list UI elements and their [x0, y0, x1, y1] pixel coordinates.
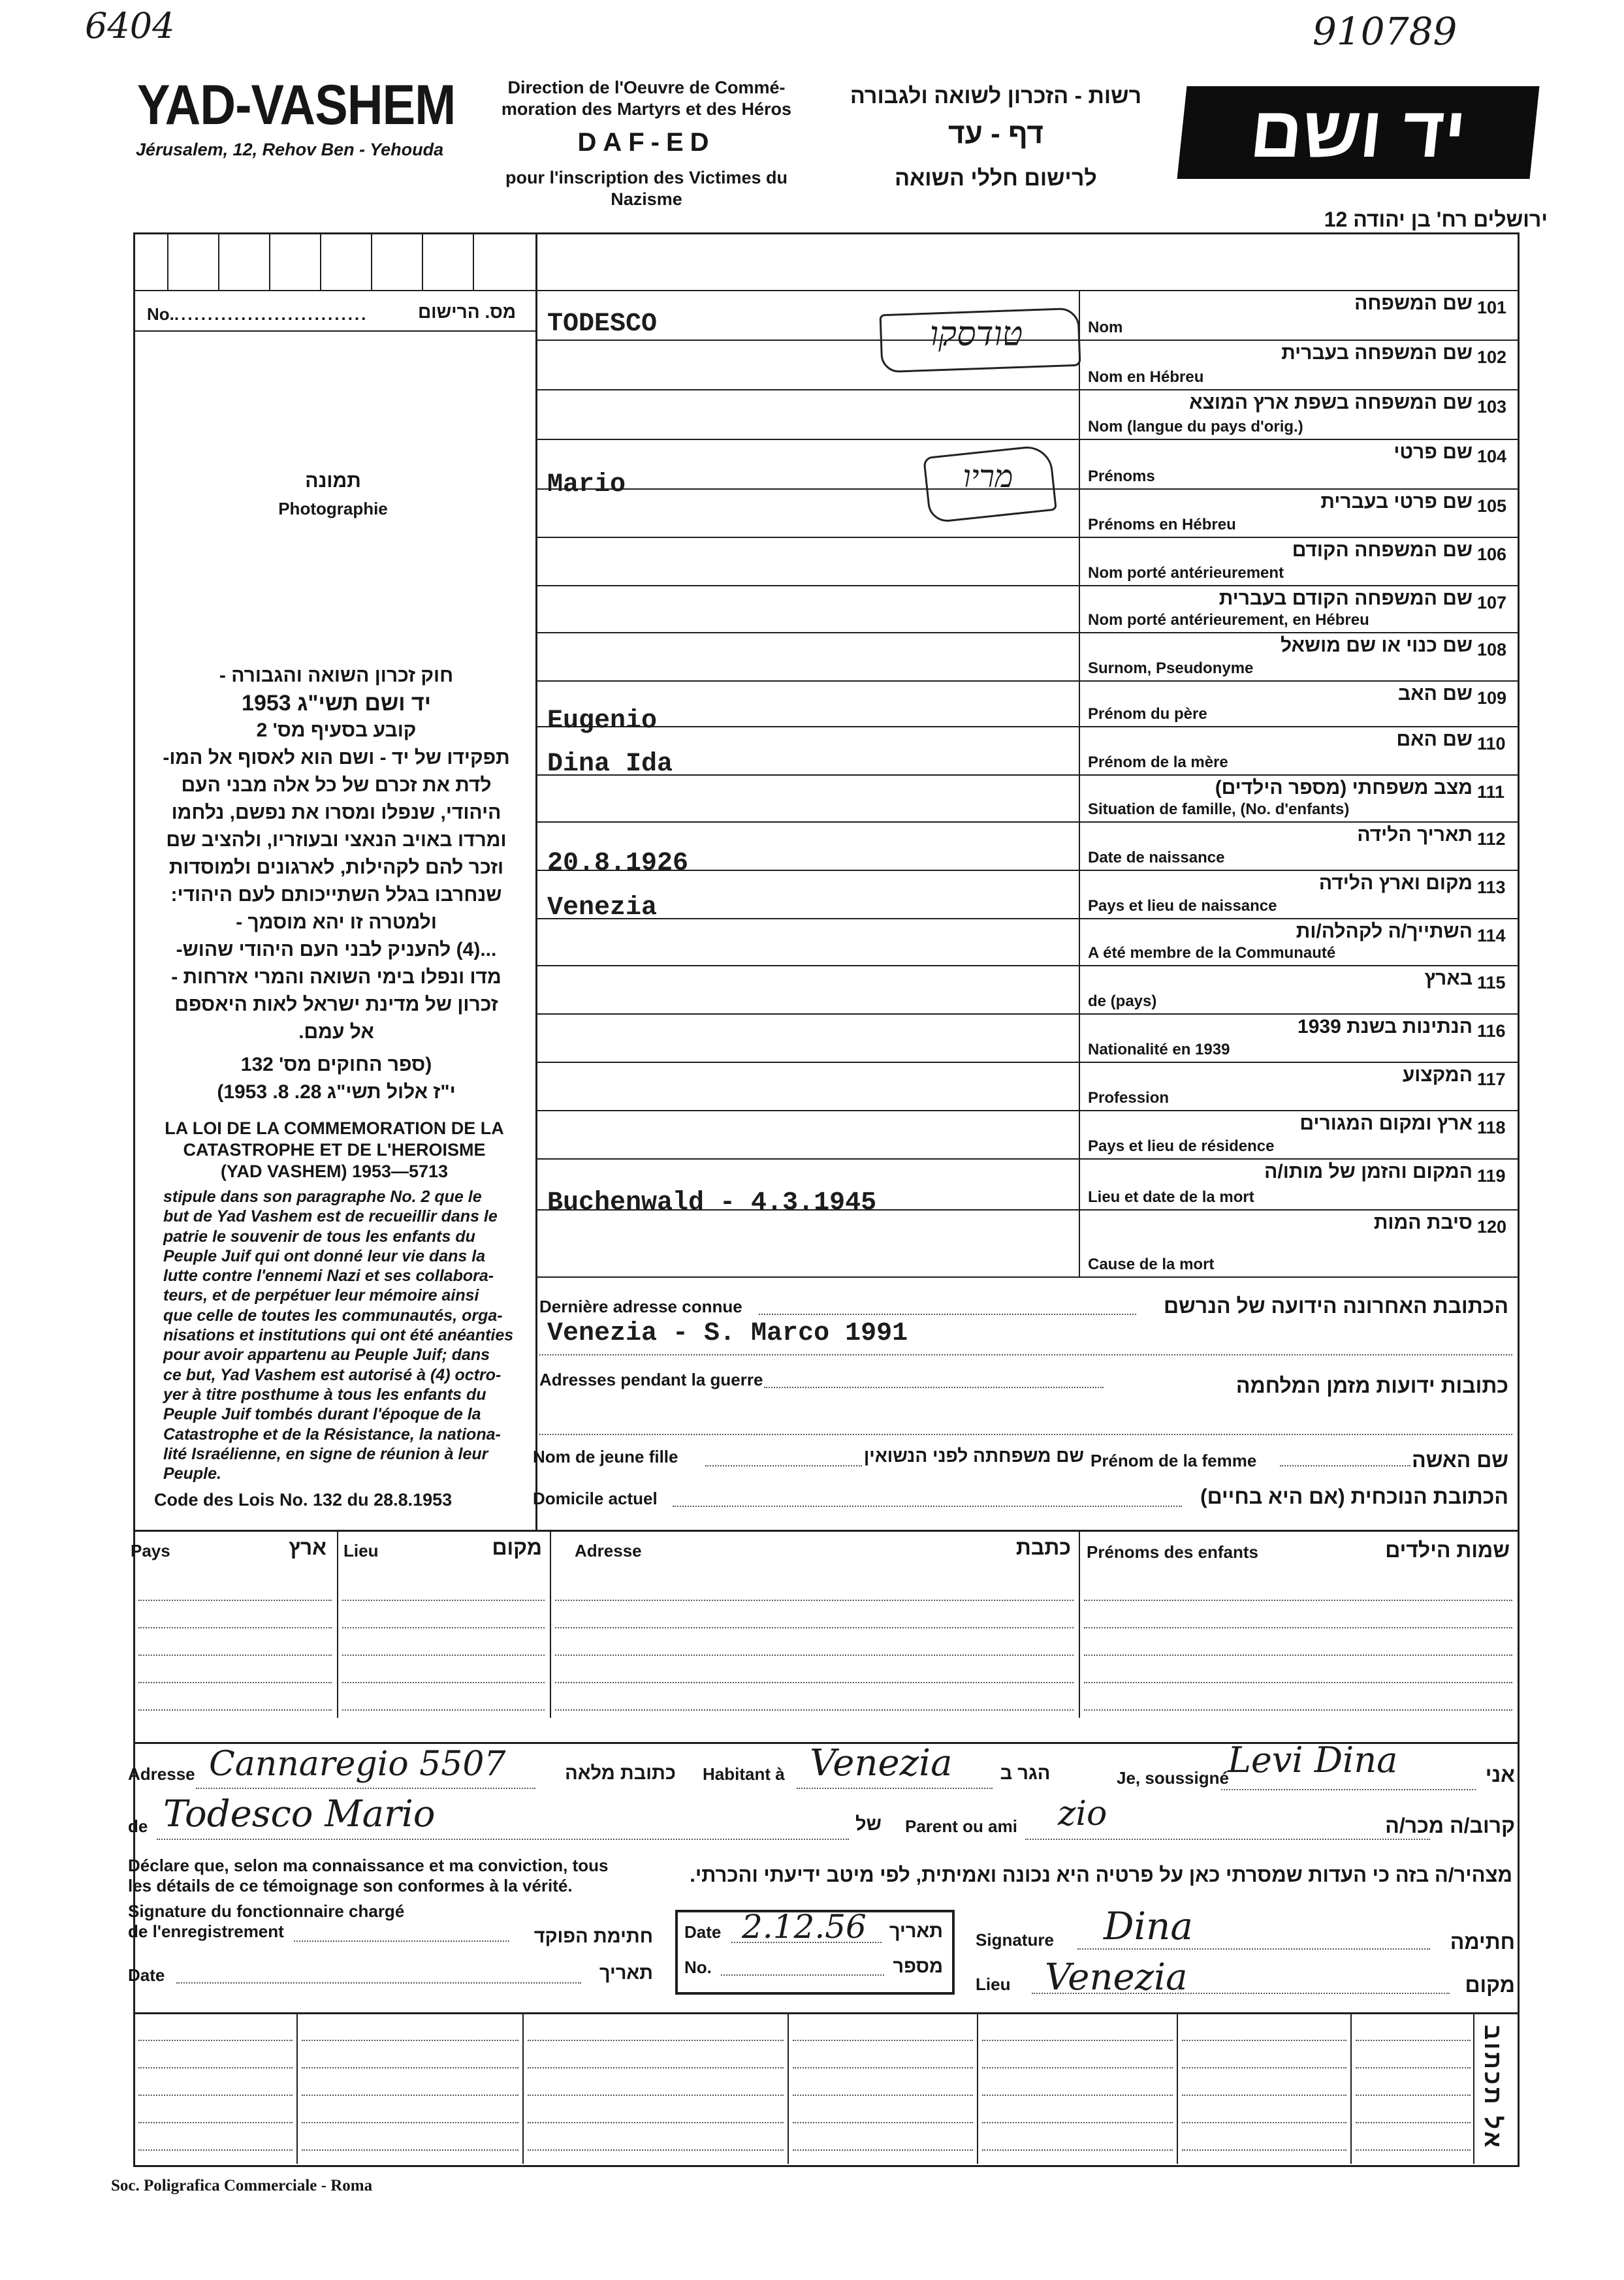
fr-body-line: Catastrophe et de la Résistance, la nationa- [163, 1425, 501, 1444]
table-dot-line [138, 1655, 332, 1656]
daf-ed-title: DAF-ED [577, 128, 716, 157]
inscription-line-1: pour l'inscription des Victimes du [505, 168, 788, 187]
field-label-fr: de (pays) [1088, 992, 1157, 1010]
field-label-fr: Nom porté antérieurement, en Hébreu [1088, 611, 1369, 629]
fr-body-line: Peuple. [163, 1465, 221, 1483]
org-address: Jérusalem, 12, Rehov Ben - Yehouda [136, 140, 444, 159]
field-value[interactable]: 20.8.1926 [547, 849, 689, 878]
field-number: 113 [1477, 878, 1506, 897]
office-grid-dot-line [793, 2040, 973, 2041]
office-grid-dot-line [1182, 2067, 1346, 2068]
table-dot-line [342, 1709, 545, 1711]
field-label-fr: Nom porté antérieurement [1088, 564, 1284, 582]
fr-title-line: LA LOI DE LA COMMEMORATION DE LA [165, 1118, 504, 1138]
office-grid-dot-line [138, 2149, 293, 2151]
table-lieu: Lieu [343, 1541, 379, 1560]
box-date-label: Date [684, 1922, 722, 1942]
office-grid-dot-line [793, 2122, 973, 2123]
office-grid-dot-line [793, 2149, 973, 2151]
fr-body-line: teurs, et de perpétuer leur mémoire ainsi [163, 1286, 479, 1305]
table-dot-line [342, 1682, 545, 1683]
heb-law-line: חוק זכרון השואה והגבורה - [219, 665, 454, 686]
war-address-heb: כתובות ידועות מזמן המלחמה [1235, 1374, 1508, 1397]
no-heb: מס. הרישום [418, 302, 517, 322]
field-label-fr: Prénom de la mère [1088, 753, 1228, 771]
field-number: 107 [1477, 593, 1507, 612]
table-dot-line [138, 1682, 332, 1683]
direction-line-2: moration des Martyrs et des Héros [501, 99, 792, 119]
fr-body-line: yer à titre posthume à tous les enfants du [163, 1385, 486, 1404]
inscription-line-2: Nazisme [611, 189, 682, 209]
field-label-heb: המקום והזמן של מותו/ה [1264, 1161, 1473, 1182]
table-dot-line [555, 1600, 1074, 1601]
field-row-line [535, 1013, 1518, 1015]
field-label-heb: שם המשפחה הקודם [1292, 539, 1473, 561]
table-dot-line [555, 1709, 1074, 1711]
table-lieu-heb: מקום [492, 1536, 542, 1559]
office-grid-dot-line [1182, 2040, 1346, 2041]
table-pays-heb: ארץ [289, 1536, 326, 1559]
field-row-line [535, 1158, 1518, 1160]
field-label-heb: שם המשפחה [1354, 293, 1473, 314]
field-number: 118 [1477, 1118, 1506, 1137]
field-label-fr: Nationalité en 1939 [1088, 1041, 1230, 1058]
heb-law-line: ומרדו באויב הנאצי ובעוזריו, ולהציב שם [166, 829, 507, 851]
hand-surname-hebrew[interactable]: טודסקו [929, 315, 1023, 354]
signature-heb: חתימה [1450, 1930, 1515, 1954]
fr-body-line: but de Yad Vashem est de recueillir dans le [163, 1207, 498, 1226]
field-label-heb: סיבת המות [1373, 1212, 1473, 1233]
org-title: YAD-VASHEM [137, 74, 456, 136]
field-label-fr: Cause de la mort [1088, 1256, 1215, 1273]
decl-karov-heb: קרוב/ה מכר/ה [1385, 1814, 1515, 1837]
field-row-line [535, 726, 1518, 727]
field-number: 110 [1477, 734, 1506, 753]
decl-adresse-label: Adresse [128, 1764, 195, 1784]
office-grid-dot-line [528, 2095, 784, 2096]
field-number: 105 [1477, 496, 1507, 516]
office-grid-dot-line [528, 2149, 784, 2151]
decl-ani-heb: אני [1485, 1763, 1515, 1786]
field-label-heb: שם פרטי בעברית [1320, 491, 1473, 513]
field-label-heb: שם המשפחה הקודם בעברית [1218, 588, 1473, 609]
office-grid-dot-line [302, 2040, 518, 2041]
decl-statement-fr [128, 1856, 608, 1896]
yad-vashem-logo: יד ושם [1177, 86, 1540, 179]
table-pays: Pays [131, 1541, 170, 1560]
office-grid-dot-line [793, 2067, 973, 2068]
fr-body-line: Peuple Juif qui ont donné leur vie dans la [163, 1246, 486, 1265]
office-grid-dot-line [1356, 2095, 1471, 2096]
office-grid-dot-line [528, 2122, 784, 2123]
field-label-fr: Nom (langue du pays d'orig.) [1088, 418, 1303, 435]
field-row-line [535, 439, 1518, 440]
field-label-heb: ארץ ומקום המגורים [1299, 1113, 1473, 1134]
office-grid-dot-line [1356, 2149, 1471, 2151]
office-grid-dot-line [302, 2149, 518, 2151]
office-grid-dot-line [138, 2122, 293, 2123]
top-row-divider [133, 290, 1518, 291]
heb-law-line: לדת את זכרם של כל אלה מבני העם [181, 774, 492, 796]
table-dot-line [342, 1655, 545, 1656]
decl-habitant-label: Habitant à [703, 1764, 785, 1784]
fr-body-line: ce but, Yad Vashem est autorisé à (4) octro- [163, 1365, 502, 1384]
decl-soussigne-value[interactable]: Levi Dina [1228, 1739, 1398, 1781]
office-grid-dot-line [1356, 2122, 1471, 2123]
heb-law-line: יד ושם תשי"ג 1953 [242, 691, 431, 716]
header-inscription [483, 167, 810, 210]
field-row-line [535, 918, 1518, 919]
office-grid-dot-line [138, 2067, 293, 2068]
field-label-fr: Prénoms [1088, 467, 1155, 485]
official-date-heb: תאריך [599, 1963, 653, 1984]
last-address-label: Dernière adresse connue [539, 1297, 742, 1316]
archive-number-right: 910789 [1313, 9, 1457, 54]
field-value[interactable]: TODESCO [547, 309, 658, 339]
signature-value[interactable]: Dina [1104, 1904, 1193, 1948]
field-label-fr: Nom [1088, 319, 1123, 336]
sig-off-line: de l'enregistrement [128, 1922, 284, 1941]
heb-law-line: תפקידו של יד - ושם הוא לאסוף אל המו- [163, 747, 510, 768]
field-label-heb: המקצוע [1402, 1064, 1473, 1086]
fr-body-line: pour avoir appartenu au Peuple Juif; dans [163, 1346, 490, 1365]
office-grid-dot-line [1182, 2095, 1346, 2096]
table-dot-line [555, 1627, 1074, 1628]
lieu-value[interactable]: Venezia [1045, 1956, 1188, 1999]
field-label-fr: Prénom du père [1088, 705, 1207, 723]
field-row-line [535, 389, 1518, 390]
field-label-heb: בארץ [1424, 968, 1473, 989]
office-grid-dot-line [982, 2040, 1173, 2041]
office-grid-dot-line [1182, 2122, 1346, 2123]
decl-de-label: de [128, 1816, 148, 1836]
field-row-line [535, 632, 1518, 633]
field-label-heb: הנתינות בשנת 1939 [1298, 1016, 1473, 1037]
field-number: 102 [1477, 347, 1507, 367]
office-grid-dot-line [982, 2067, 1173, 2068]
fr-title-line: (YAD VASHEM) 1953—5713 [220, 1162, 449, 1181]
table-dot-line [1084, 1627, 1512, 1628]
wife-name-heb: שם האשה [1412, 1448, 1508, 1472]
header-direction [483, 77, 810, 120]
office-grid-dot-line [138, 2040, 293, 2041]
heb-authority: רשות - הזכרון לשואה ולגבורה [850, 84, 1142, 108]
heb-dafed: דף - עד [948, 118, 1043, 150]
field-row-line [535, 585, 1518, 586]
field-number: 117 [1477, 1069, 1506, 1089]
fr-body-line: Peuple Juif tombés durant l'époque de la [163, 1405, 481, 1424]
last-address-value[interactable]: Venezia - S. Marco 1991 [547, 1319, 908, 1348]
fr-body-line: lité Israélienne, en signe de réunion à leur [163, 1444, 488, 1463]
field-label-fr: Surnom, Pseudonyme [1088, 659, 1254, 677]
field-row-line [535, 1110, 1518, 1111]
decl-fr-line: Déclare que, selon ma connaissance et ma conviction, tous [128, 1856, 609, 1875]
fr-title-line: CATASTROPHE ET DE L'HEROISME [183, 1140, 486, 1160]
heb-law-line: אל עמם. [298, 1021, 374, 1043]
field-label-fr: Profession [1088, 1089, 1170, 1107]
heb-law-line: זכרון של מדינת ישראל לאות היאספם [174, 994, 498, 1015]
office-grid-dot-line [1182, 2149, 1346, 2151]
decl-adresse-value[interactable]: Cannaregio 5507 [209, 1745, 506, 1784]
office-grid-dot-line [1356, 2067, 1471, 2068]
office-grid-dot-line [528, 2040, 784, 2041]
decl-full-address-heb: כתובת מלאה [565, 1763, 676, 1784]
lieu-label: Lieu [976, 1974, 1011, 1994]
official-signature-heb: חתימת הפוקד [533, 1926, 653, 1947]
no-label: No.............................. [147, 304, 368, 324]
field-row-line [535, 965, 1518, 966]
war-address-label: Adresses pendant la guerre [539, 1370, 763, 1389]
field-number: 120 [1477, 1217, 1507, 1237]
lieu-heb: מקום [1465, 1973, 1515, 1997]
box-date-value[interactable]: 2.12.56 [742, 1908, 867, 1946]
heb-law-line: ולמטרה זו יהא מוסמך - [236, 911, 437, 933]
table-dot-line [342, 1627, 545, 1628]
field-label-heb: השתייך/ה לקהלה/ות [1296, 921, 1473, 942]
official-date-label: Date [128, 1965, 165, 1985]
value-column-divider [1079, 290, 1080, 1276]
left-panel-divider [535, 232, 537, 1530]
law-code: Code des Lois No. 132 du 28.8.1953 [154, 1490, 453, 1510]
field-label-heb: מצב משפחתי (מספר הילדים) [1215, 777, 1473, 799]
archive-number-left: 6404 [85, 5, 175, 46]
field-number: 112 [1477, 829, 1506, 849]
table-dot-line [1084, 1709, 1512, 1711]
fr-body-line: lutte contre l'ennemi Nazi et ses collabora- [163, 1267, 494, 1286]
office-grid-dot-line [528, 2067, 784, 2068]
table-dot-line [342, 1600, 545, 1601]
field-number: 116 [1477, 1021, 1506, 1041]
fr-body-line: nisations et institutions qui ont été anéanties [163, 1326, 514, 1345]
heb-law-line: שנחרבו בגלל השתייכותם לעם היהודי: [170, 884, 502, 906]
photo-heb: תמונה [305, 470, 361, 492]
table-dot-line [555, 1655, 1074, 1656]
field-label-heb: שם פרטי [1393, 441, 1473, 463]
signature-label: Signature [976, 1930, 1054, 1950]
table-top-line [133, 1530, 1518, 1532]
field-number: 119 [1477, 1166, 1506, 1186]
field-label-fr: Date de naissance [1088, 849, 1225, 866]
heb-law-line: י"ז אלול תשי"ג 28. 8. 1953) [217, 1081, 456, 1103]
domicile-label: Domicile actuel [533, 1489, 658, 1508]
field-value[interactable]: Buchenwald - 4.3.1945 [547, 1188, 877, 1218]
table-adresse: Adresse [575, 1541, 642, 1560]
field-number: 114 [1477, 926, 1506, 945]
field-value[interactable]: Dina Ida [547, 750, 673, 779]
wife-name-label: Prénom de la femme [1091, 1451, 1257, 1470]
field-number: 111 [1477, 782, 1505, 802]
photo-label: Photographie [278, 499, 388, 518]
official-signature-label [128, 1901, 404, 1942]
field-number: 109 [1477, 688, 1507, 708]
field-label-fr: Situation de famille, (No. d'enfants) [1088, 800, 1350, 818]
field-label-fr: Nom en Hébreu [1088, 368, 1204, 386]
decl-habitant-value[interactable]: Venezia [810, 1742, 953, 1784]
fr-body-line: que celle de toutes les communautés, orga- [163, 1306, 503, 1325]
field-row-line [535, 537, 1518, 538]
last-address-heb: הכתובת האחרונה הידועה של הנרשם [1163, 1294, 1508, 1318]
field-label-heb: שם האב [1397, 683, 1473, 705]
office-grid-dot-line [793, 2095, 973, 2096]
heb-register: לרישום חללי השואה [895, 166, 1097, 191]
field-value[interactable]: Mario [547, 470, 626, 499]
decl-fr-line: les détails de ce témoignage son conformes à la vérité. [128, 1876, 573, 1895]
fr-law-body [163, 1187, 522, 1483]
heb-law-line: מדו ונפלו בימי השואה והמרי אזרחות - [171, 966, 502, 988]
field-label-heb: תאריך הלידה [1357, 824, 1473, 846]
field-label-fr: Pays et lieu de résidence [1088, 1137, 1275, 1155]
maiden-name-heb: שם משפחתה לפני הנשואין [863, 1446, 1084, 1466]
box-no-heb: מספר [893, 1956, 943, 1977]
table-enfants-heb: שמות הילדים [1385, 1538, 1510, 1562]
field-number: 108 [1477, 640, 1507, 659]
field-row-line [535, 774, 1518, 776]
field-number: 101 [1477, 298, 1507, 317]
table-enfants: Prénoms des enfants [1087, 1542, 1258, 1562]
field-value[interactable]: Venezia [547, 893, 658, 923]
office-grid-dot-line [302, 2067, 518, 2068]
decl-shel-heb: של [855, 1814, 882, 1835]
decl-parent-label: Parent ou ami [905, 1816, 1017, 1836]
field-number: 115 [1477, 973, 1506, 992]
heb-law-text [144, 662, 529, 1106]
heb-address: ירושלים רח' בן יהודה 12 [1324, 208, 1548, 231]
field-label-fr: Lieu et date de la mort [1088, 1188, 1254, 1206]
office-grid-dot-line [982, 2149, 1173, 2151]
decl-soussigne-label: Je, soussigné [1117, 1768, 1229, 1788]
heb-law-line: ...(4) להעניק לבני העם היהודי שהוש- [176, 939, 497, 960]
fr-body-line: stipule dans son paragraphe No. 2 que le [163, 1188, 482, 1206]
field-row-line [535, 1062, 1518, 1063]
direction-line-1: Direction de l'Oeuvre de Commé- [507, 78, 786, 97]
no-label-text: No. [147, 304, 174, 324]
office-grid-dot-line [982, 2095, 1173, 2096]
office-grid-dot-line [302, 2095, 518, 2096]
table-dot-line [555, 1682, 1074, 1683]
field-number: 103 [1477, 397, 1507, 417]
fr-body-line: patrie le souvenir de tous les enfants du [163, 1227, 475, 1246]
field-label-fr: Prénoms en Hébreu [1088, 516, 1236, 533]
field-number: 106 [1477, 545, 1507, 564]
office-grid-dot-line [1356, 2040, 1471, 2041]
table-dot-line [138, 1709, 332, 1711]
table-dot-line [138, 1600, 332, 1601]
table-dot-line [1084, 1600, 1512, 1601]
heb-law-line: היהודי, שנפלו ומסרו את נפשם, נלחמו [171, 802, 502, 823]
field-label-heb: שם כנוי או שם מושאל [1280, 635, 1473, 656]
field-label-heb: שם האם [1396, 729, 1473, 750]
field-label-heb: מקום וארץ הלידה [1318, 872, 1473, 894]
heb-law-line: קובע בסעיף מס' 2 [256, 720, 417, 741]
sig-off-line: Signature du fonctionnaire chargé [128, 1901, 405, 1921]
field-row-line [535, 680, 1518, 682]
table-dot-line [1084, 1655, 1512, 1656]
printer-credit: Soc. Poligrafica Commerciale - Roma [111, 2177, 373, 2194]
office-grid-dot-line [138, 2095, 293, 2096]
table-dot-line [138, 1627, 332, 1628]
decl-habitant-heb: הגר ב [1000, 1763, 1051, 1784]
hand-firstname-hebrew[interactable]: מריו [963, 458, 1013, 495]
do-not-write-vertical: אל תכתוב [1480, 2025, 1506, 2150]
box-no-label: No. [684, 1957, 712, 1977]
field-row-line [535, 1276, 1518, 1278]
field-label-fr: A été membre de la Communauté [1088, 944, 1336, 962]
decl-statement-heb: מצהיר/ה בזה כי העדות שמסרתי כאן על פרטיה היא נכונה ואמיתית, לפי מיטב ידיעתי והכרתי. [690, 1863, 1512, 1886]
box-date-heb: תאריך [889, 1921, 943, 1942]
table-adresse-heb: כתבת [1015, 1536, 1071, 1559]
field-label-heb: שם המשפחה בשפת ארץ המוצא [1189, 392, 1473, 413]
decl-de-value[interactable]: Todesco Mario [163, 1793, 436, 1835]
heb-law-line: (ספר החוקים מס' 132 [240, 1054, 432, 1075]
office-grid-dot-line [982, 2122, 1173, 2123]
domicile-heb: הכתובת הנוכחית (אם היא בחיים) [1200, 1485, 1508, 1508]
decl-parent-value[interactable]: zio [1058, 1794, 1107, 1833]
field-value[interactable]: Eugenio [547, 706, 658, 736]
field-label-fr: Pays et lieu de naissance [1088, 897, 1277, 915]
maiden-name-label: Nom de jeune fille [533, 1447, 678, 1466]
heb-law-line: וזכר להם לקהילות, לארגונים ולמוסדות [168, 857, 504, 878]
field-row-line [535, 821, 1518, 823]
field-number: 104 [1477, 447, 1507, 466]
fr-law-title [136, 1118, 533, 1182]
office-grid-top [133, 2012, 1518, 2014]
office-grid-dot-line [302, 2122, 518, 2123]
field-label-heb: שם המשפחה בעברית [1281, 342, 1473, 364]
table-dot-line [1084, 1682, 1512, 1683]
